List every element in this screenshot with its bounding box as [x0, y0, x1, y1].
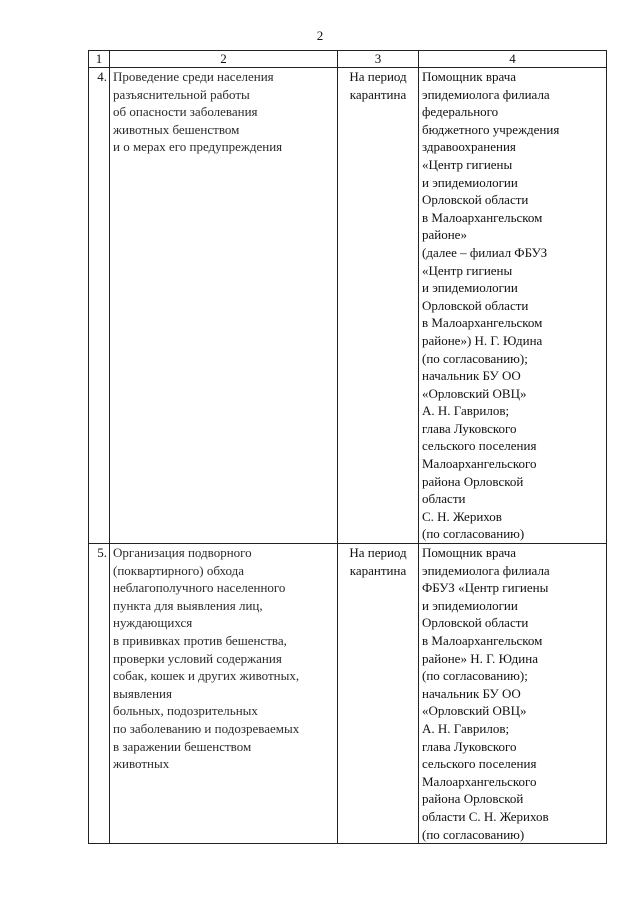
event-line: Проведение среди населения [113, 69, 274, 84]
table-row [89, 68, 607, 544]
header-col-4: 4 [419, 51, 607, 68]
responsible-line: Орловской области [422, 192, 529, 208]
responsible-line: (далее – филиал ФБУЗ [422, 244, 548, 260]
period-cell [338, 544, 419, 844]
responsible-cell [419, 68, 607, 544]
row-number: 5. [89, 544, 110, 844]
responsible-line: здравоохранения [422, 139, 516, 155]
header-col-1: 1 [89, 51, 110, 68]
event-line: и о мерах его предупреждения [113, 139, 283, 155]
event-line: животных [113, 756, 170, 772]
responsible-line: эпидемиолога филиала [422, 562, 550, 578]
responsible-line: районе») Н. Г. Юдина [422, 332, 543, 348]
period-line: На период [349, 69, 407, 84]
period-line: карантина [349, 562, 407, 578]
page-number: 2 [316, 28, 324, 43]
responsible-line: Орловской области [422, 615, 529, 631]
responsible-line: начальник БУ ОО [422, 685, 521, 701]
row-number: 4. [89, 68, 110, 544]
responsible-line: эпидемиолога филиала [422, 86, 550, 102]
event-line: разъяснительной работы [113, 86, 250, 102]
responsible-line: (по согласованию) [422, 526, 525, 542]
responsible-line: бюджетного учреждения [422, 121, 560, 137]
measures-table [88, 50, 607, 844]
responsible-line: ФБУЗ «Центр гигиены [422, 580, 549, 596]
responsible-line: «Орловский ОВЦ» [422, 385, 527, 401]
header-col-2: 2 [110, 51, 338, 68]
event-line: пункта для выявления лиц, [113, 597, 263, 613]
responsible-line: районе» Н. Г. Юдина [422, 650, 538, 666]
event-line: в заражении бешенством [113, 738, 252, 754]
responsible-line: сельского поселения [422, 756, 537, 772]
responsible-line: (по согласованию) [422, 826, 525, 842]
header-row [89, 51, 607, 68]
responsible-line: С. Н. Жерихов [422, 508, 502, 524]
responsible-line: области С. Н. Жерихов [422, 808, 549, 824]
responsible-line: (по согласованию); [422, 668, 528, 684]
event-line: собак, кошек и других животных, [113, 668, 300, 684]
responsible-line: в Малоархангельском [422, 633, 543, 648]
event-line: животных бешенством [113, 121, 240, 137]
responsible-line: «Центр гигиены [422, 262, 513, 278]
event-line: по заболеванию и подозреваемых [113, 720, 300, 736]
period-line: карантина [349, 86, 407, 102]
responsible-line: и эпидемиологии [422, 597, 518, 613]
responsible-line: области [422, 491, 466, 507]
responsible-line: районе» [422, 227, 467, 243]
responsible-line: Помощник врача [422, 69, 517, 84]
header-col-3: 3 [338, 51, 419, 68]
responsible-line: и эпидемиологии [422, 174, 518, 190]
responsible-line: сельского поселения [422, 438, 537, 454]
event-line: проверки условий содержания [113, 650, 282, 666]
table-row [89, 544, 607, 844]
period-line: На период [349, 545, 407, 561]
responsible-line: в Малоархангельском [422, 209, 543, 225]
period-cell [338, 68, 419, 544]
event-line: выявления [113, 685, 172, 701]
responsible-line: Малоархангельского [422, 773, 537, 789]
responsible-line: глава Луковского [422, 738, 517, 754]
responsible-line: и эпидемиологии [422, 280, 518, 296]
responsible-line: начальник БУ ОО [422, 368, 521, 384]
responsible-line: Малоархангельского [422, 456, 537, 472]
responsible-line: (по согласованию); [422, 350, 528, 366]
responsible-line: глава Луковского [422, 420, 517, 436]
event-cell [110, 544, 338, 844]
event-line: об опасности заболевания [113, 104, 258, 120]
event-cell [110, 68, 338, 544]
event-line: Организация подворного [113, 545, 252, 561]
responsible-line: «Центр гигиены [422, 156, 513, 172]
responsible-line: «Орловский ОВЦ» [422, 703, 527, 719]
responsible-line: района Орловской [422, 791, 524, 807]
event-line: (поквартирного) обхода [113, 562, 244, 578]
responsible-line: Помощник врача [422, 545, 517, 561]
responsible-line: федерального [422, 104, 499, 120]
event-line: неблагополучного населенного [113, 580, 286, 596]
responsible-line: А. Н. Гаврилов; [422, 720, 510, 736]
responsible-line: Орловской области [422, 297, 529, 313]
event-line: нуждающихся [113, 615, 193, 631]
event-line: в прививках против бешенства, [113, 633, 287, 648]
responsible-line: района Орловской [422, 473, 524, 489]
event-line: больных, подозрительных [113, 703, 258, 719]
responsible-line: в Малоархангельском [422, 315, 543, 331]
responsible-cell [419, 544, 607, 844]
responsible-line: А. Н. Гаврилов; [422, 403, 510, 419]
